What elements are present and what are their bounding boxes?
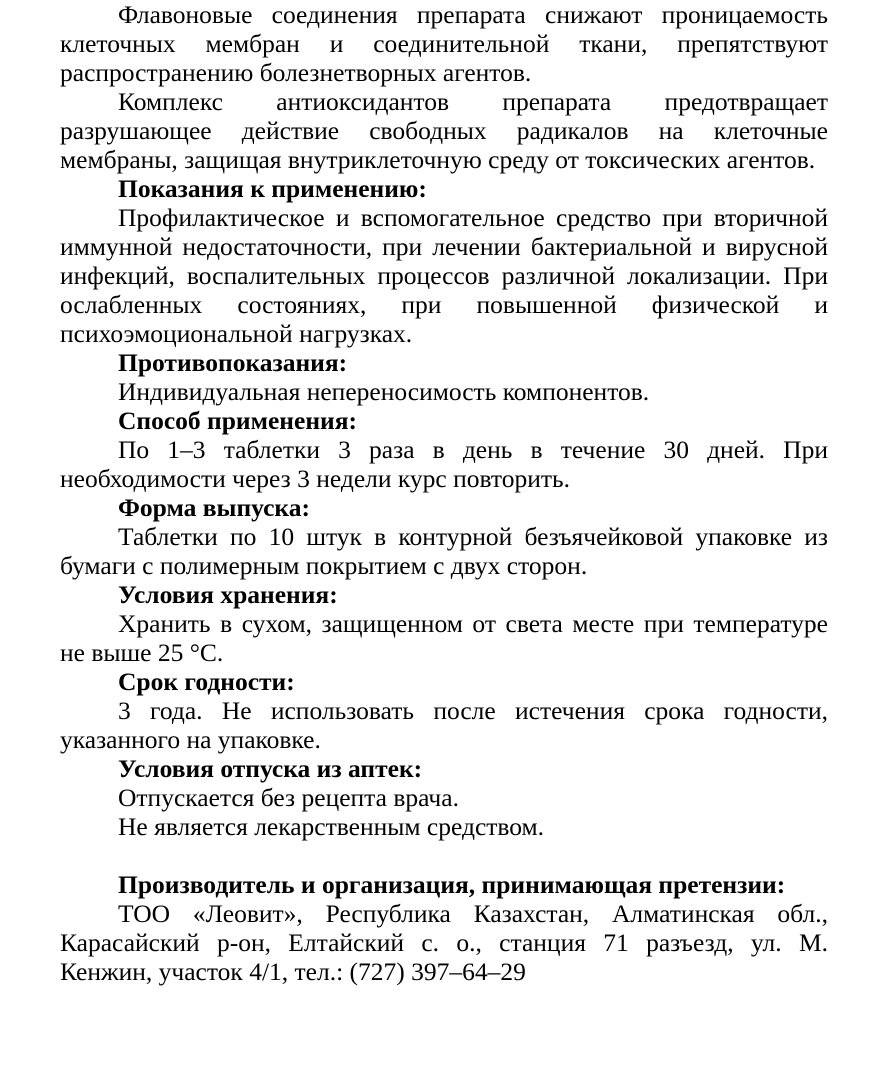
paragraph-antioxidants: Комплекс антиоксидантов препарата предотвращает разрушающее действие свободных радикалов на клеточные мембраны, защищая внутриклеточную среду от токсических агентов. bbox=[60, 87, 828, 174]
paragraph-flavonoids: Флавоновые соединения препарата снижают проницаемость клеточных мембран и соединительной ткани, препятствуют распространению болезнетворных агентов. bbox=[60, 0, 828, 87]
text-indications: Профилактическое и вспомогательное средство при вторичной иммунной недостаточности, при лечении бактериальной и вирусной инфекций, воспалительных процессов различной локализации. При ослабленных состояниях, при повышенной физической и психоэмоциональной нагрузках. bbox=[60, 203, 828, 348]
heading-contraindications: Противопоказания: bbox=[118, 348, 348, 377]
heading-manufacturer: Производитель и организация, принимающая претензии: bbox=[118, 870, 786, 899]
text-contraindications: Индивидуальная непереносимость компонентов. bbox=[118, 377, 650, 406]
heading-dosage: Способ применения: bbox=[118, 406, 357, 435]
heading-release-form: Форма выпуска: bbox=[118, 493, 310, 522]
leaflet-page bbox=[60, 0, 828, 986]
text-dispensing-1: Отпускается без рецепта врача. bbox=[118, 783, 459, 812]
heading-indications: Показания к применению: bbox=[118, 174, 427, 203]
heading-dispensing: Условия отпуска из аптек: bbox=[118, 754, 423, 783]
text-manufacturer-address: ТОО «Леовит», Республика Казахстан, Алматинская обл., Карасайский р-он, Елтайский с. о., станция 71 разъезд, ул. М. Кенжин, участок 4/1, тел.: (727) 397–64–29 bbox=[60, 899, 828, 986]
text-storage: Хранить в сухом, защищенном от света месте при температуре не выше 25 °С. bbox=[60, 609, 828, 667]
heading-storage: Условия хранения: bbox=[118, 580, 338, 609]
text-release-form: Таблетки по 10 штук в контурной безъячейковой упаковке из бумаги с полимерным покрытием с двух сторон. bbox=[60, 522, 828, 580]
spacer bbox=[60, 841, 828, 870]
text-shelf-life: 3 года. Не использовать после истечения срока годности, указанного на упаковке. bbox=[60, 696, 828, 754]
heading-shelf-life: Срок годности: bbox=[118, 667, 295, 696]
text-dispensing-2: Не является лекарственным средством. bbox=[118, 812, 545, 841]
text-dosage: По 1–3 таблетки 3 раза в день в течение 30 дней. При необходимости через 3 недели курс повторить. bbox=[60, 435, 828, 493]
